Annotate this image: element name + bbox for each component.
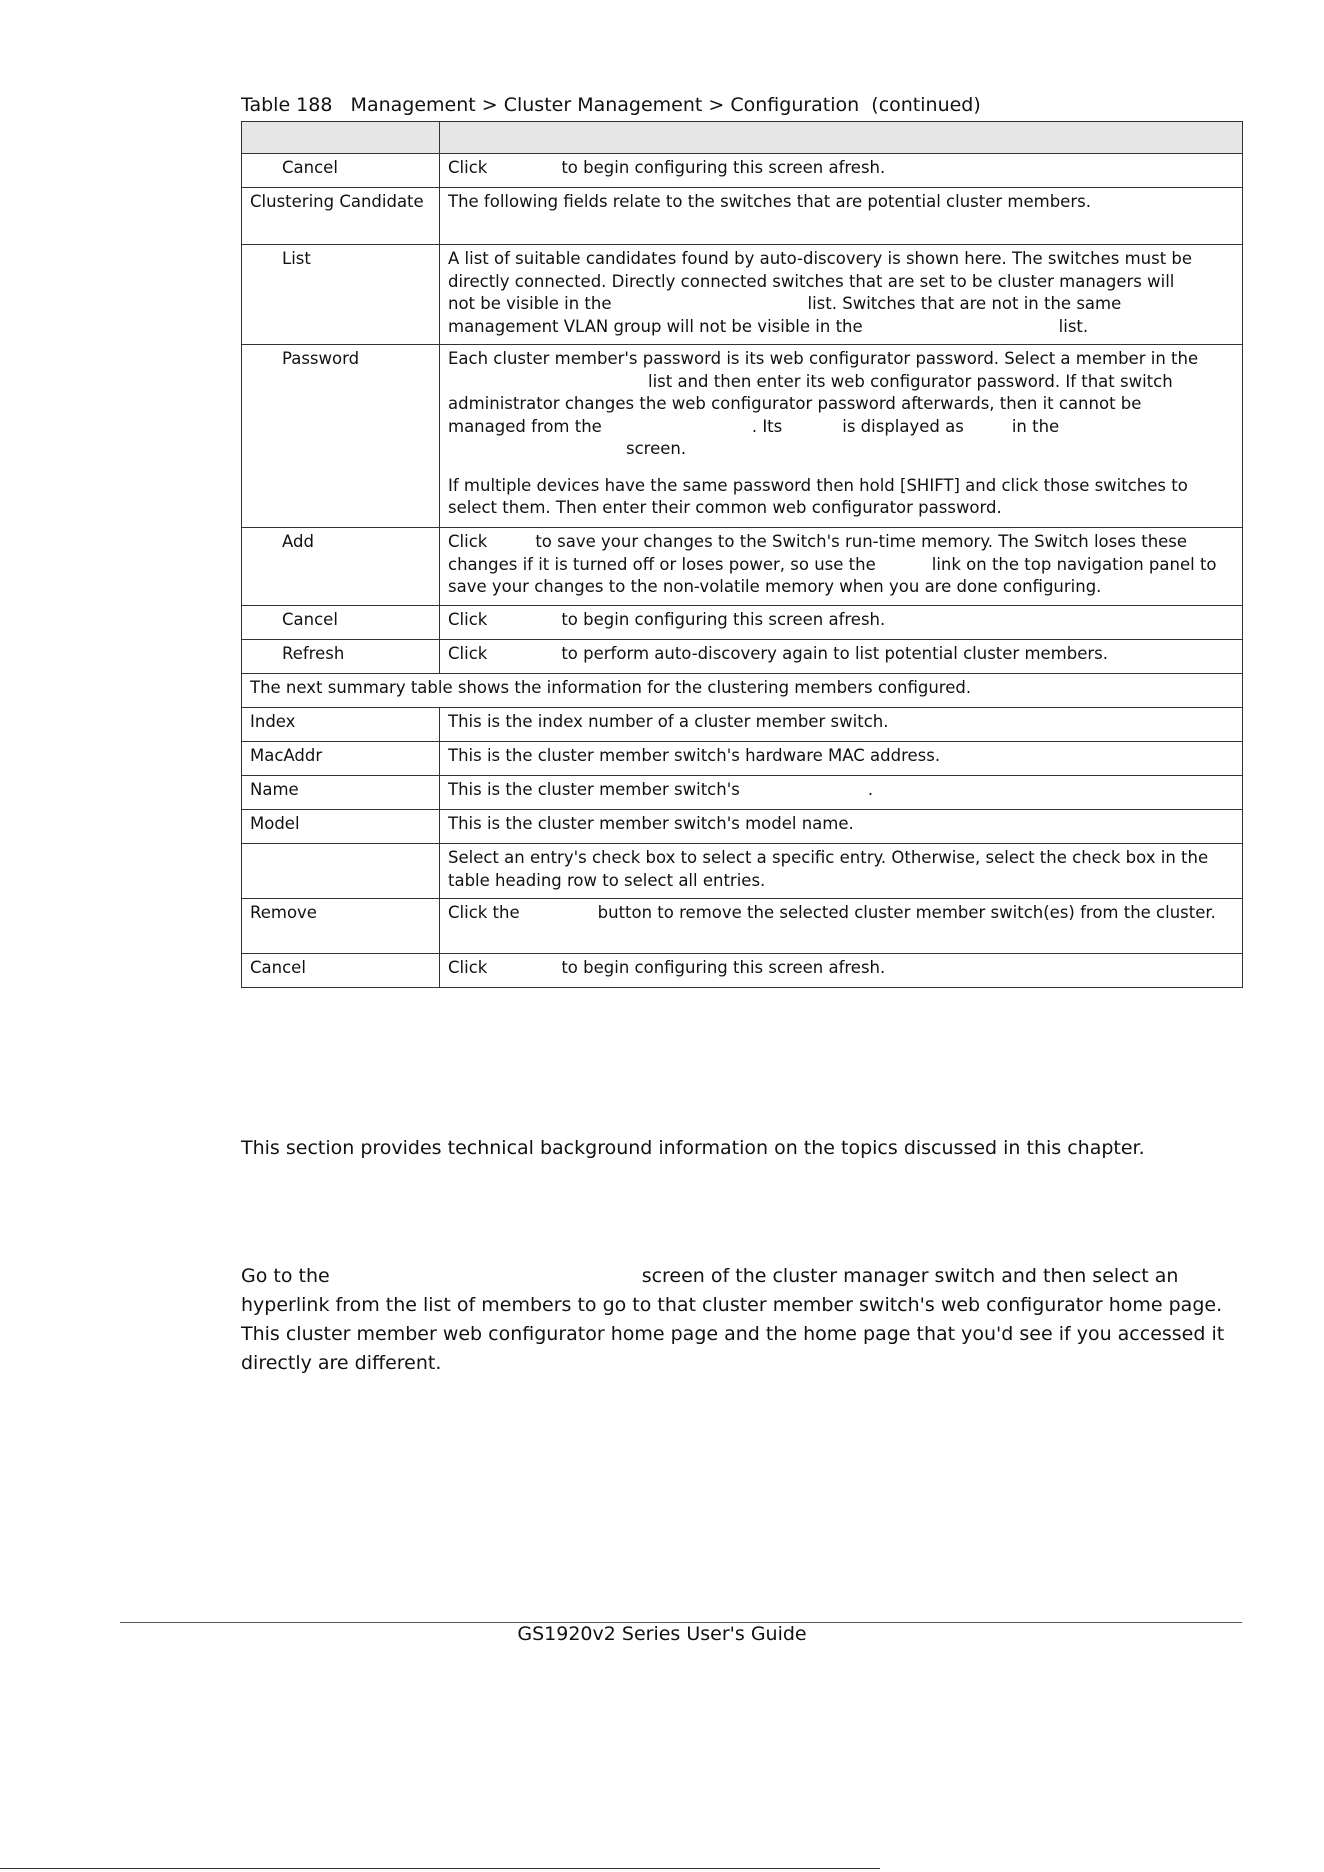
- row-description: This is the cluster member switch's model name.: [440, 810, 1243, 844]
- row-label: MacAddr: [242, 742, 440, 776]
- table-row: [242, 810, 1243, 844]
- row-description: The following fields relate to the switches that are potential cluster members.: [440, 188, 1243, 245]
- row-label: Password: [242, 345, 440, 528]
- row-description: Each cluster member's password is its web configurator password. Select a member in the list and then enter its web configurator password. If that switch administrator changes the web configurator password afterwards, then it cannot be managed from the . Its is displayed as in the screen. If multiple devices have the same password then hold [SHIFT] and click those switches to select them. Then enter their common web configurator password.: [440, 345, 1243, 528]
- table-row: [242, 345, 1243, 528]
- table-row: [242, 844, 1243, 899]
- header-cell-description: [440, 122, 1243, 154]
- row-label: Cancel: [242, 954, 440, 988]
- row-description: A list of suitable candidates found by auto-discovery is shown here. The switches must be directly connected. Directly connected switches that are set to be cluster managers will not be visible in the list. Switches that are not in the same management VLAN group will not be visible in the list.: [440, 245, 1243, 345]
- header-cell-label: [242, 122, 440, 154]
- row-label: List: [242, 245, 440, 345]
- table-row: [242, 245, 1243, 345]
- bottom-divider: [0, 1868, 880, 1869]
- row-description: Click to save your changes to the Switch's run-time memory. The Switch loses these changes if it is turned off or loses power, so use the link on the top navigation panel to save your changes to the non-volatile memory when you are done configuring.: [440, 528, 1243, 606]
- row-label: Index: [242, 708, 440, 742]
- table-row: [242, 742, 1243, 776]
- row-label: Model: [242, 810, 440, 844]
- table-row: [242, 188, 1243, 245]
- row-description: Click to begin configuring this screen afresh.: [440, 954, 1243, 988]
- row-label: Refresh: [242, 640, 440, 674]
- table-row: [242, 528, 1243, 606]
- field-description-table: [241, 121, 1243, 988]
- table-row: [242, 606, 1243, 640]
- row-description: Click to begin configuring this screen afresh.: [440, 154, 1243, 188]
- table-row: [242, 674, 1243, 708]
- table-row: [242, 776, 1243, 810]
- table-row: [242, 640, 1243, 674]
- row-description: This is the index number of a cluster member switch.: [440, 708, 1243, 742]
- row-description: Click to begin configuring this screen afresh.: [440, 606, 1243, 640]
- row-description: This is the cluster member switch's .: [440, 776, 1243, 810]
- row-label: Cancel: [242, 154, 440, 188]
- row-label: Add: [242, 528, 440, 606]
- row-label: Remove: [242, 899, 440, 954]
- body-paragraph: Go to the screen of the cluster manager switch and then select an hyperlink from the list of members to go to that cluster member switch's web configurator home page. This cluster member web configurator home page and the home page that you'd see if you accessed it directly are different.: [241, 1265, 1225, 1374]
- row-label: [242, 844, 440, 899]
- row-description: Click the button to remove the selected cluster member switch(es) from the cluster.: [440, 899, 1243, 954]
- section-intro-text: This section provides technical background information on the topics discussed in this chapter.: [241, 1137, 1145, 1159]
- row-full-width-note: The next summary table shows the information for the clustering members configured.: [242, 674, 1243, 708]
- table-header-row: [242, 122, 1243, 154]
- row-label: Name: [242, 776, 440, 810]
- table-row: [242, 154, 1243, 188]
- table-row: [242, 954, 1243, 988]
- row-label: Clustering Candidate: [242, 188, 440, 245]
- row-label: Cancel: [242, 606, 440, 640]
- row-description: Click to perform auto-discovery again to list potential cluster members.: [440, 640, 1243, 674]
- row-description: Select an entry's check box to select a specific entry. Otherwise, select the check box in the table heading row to select all entries.: [440, 844, 1243, 899]
- table-row: [242, 708, 1243, 742]
- table-caption: Table 188 Management > Cluster Management > Configuration (continued): [241, 94, 981, 116]
- footer-title: GS1920v2 Series User's Guide: [517, 1623, 807, 1645]
- table-row: [242, 899, 1243, 954]
- row-description: This is the cluster member switch's hardware MAC address.: [440, 742, 1243, 776]
